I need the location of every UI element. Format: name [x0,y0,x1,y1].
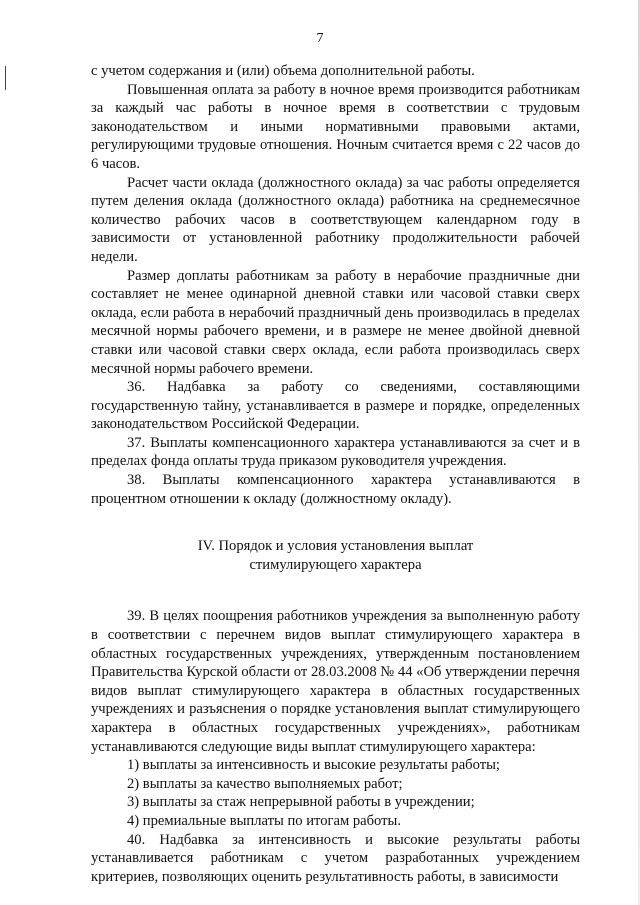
section-heading-line-1: IV. Порядок и условия установления выплат [197,538,474,555]
document-body [91,62,580,886]
list-item: 2) выплаты за качество выполняемых работ; [127,775,403,792]
paragraph-continuation: с учетом содержания и (или) объема дополнительной работы. [91,63,475,79]
list-item: 1) выплаты за интенсивность и высокие результаты работы; [127,757,500,774]
paragraph-37: 37. Выплаты компенсационного характера устанавливаются за счет и в пределах фонда оплаты труда приказом руководителя учреждения. [91,434,580,470]
paragraph-38: 38. Выплаты компенсационного характера устанавливаются в процентном отношении к окладу (должностному окладу). [91,472,580,507]
paragraph-hourly-rate: Расчет части оклада (должностного оклада) за час работы определяется путем деления оклада (должностного оклада) работника на среднемесячное количество рабочих часов в соответствующем календарном году в зависимости от установленной работнику продолжительности рабочей недели. [91,174,580,265]
section-heading [91,537,580,574]
paragraph-39: 39. В целях поощрения работников учреждения за выполненную работу в соответствии с перечнем видов выплат стимулирующего характера в областных государственных учреждениях, утвержденным постановлением Правительства Курской области от 28.03.2008 № 44 «Об утверждении перечня видов выплат стимулирующего характера в областных государственных учреждениях и разъяснения о порядке установления выплат стимулирующего характера в областных государственных учреждениях», работникам устанавливаются следующие виды выплат стимулирующего характера: [91,608,580,755]
list-item: 4) премиальные выплаты по итогам работы. [127,812,401,829]
section-heading-line-2: стимулирующего характера [249,556,422,573]
paragraph-36: 36. Надбавка за работу со сведениями, составляющими государственную тайну, устанавливается в размере и порядке, определенных законодательством Российской Федерации. [91,379,580,433]
page-number: 7 [316,31,324,46]
list-item: 3) выплаты за стаж непрерывной работы в учреждении; [127,794,475,811]
paragraph-holiday-pay: Размер доплаты работникам за работу в нерабочие праздничные дни составляет не менее одинарной дневной ставки или часовой ставки сверх оклада, если работа в нерабочий праздничный день производилась в пределах месячной нормы рабочего времени, и в размере не менее двойной дневной ставки или часовой ставки сверх оклада, если работа производилась сверх месячной нормы рабочего времени. [91,267,580,377]
paragraph-night-work: Повышенная оплата за работу в ночное время производится работникам за каждый час работы в ночное время в соответствии с трудовым законодательством и иными нормативными правовыми актами, регулирующими трудовые отношения. Ночным считается время с 22 часов до 6 часов. [91,81,580,172]
paragraph-40: 40. Надбавка за интенсивность и высокие результаты работы устанавливается работникам с учетом разработанных учреждением критериев, позволяющих оценить результативность работы, в зависимости [91,831,580,885]
scan-edge-mark [5,66,6,90]
